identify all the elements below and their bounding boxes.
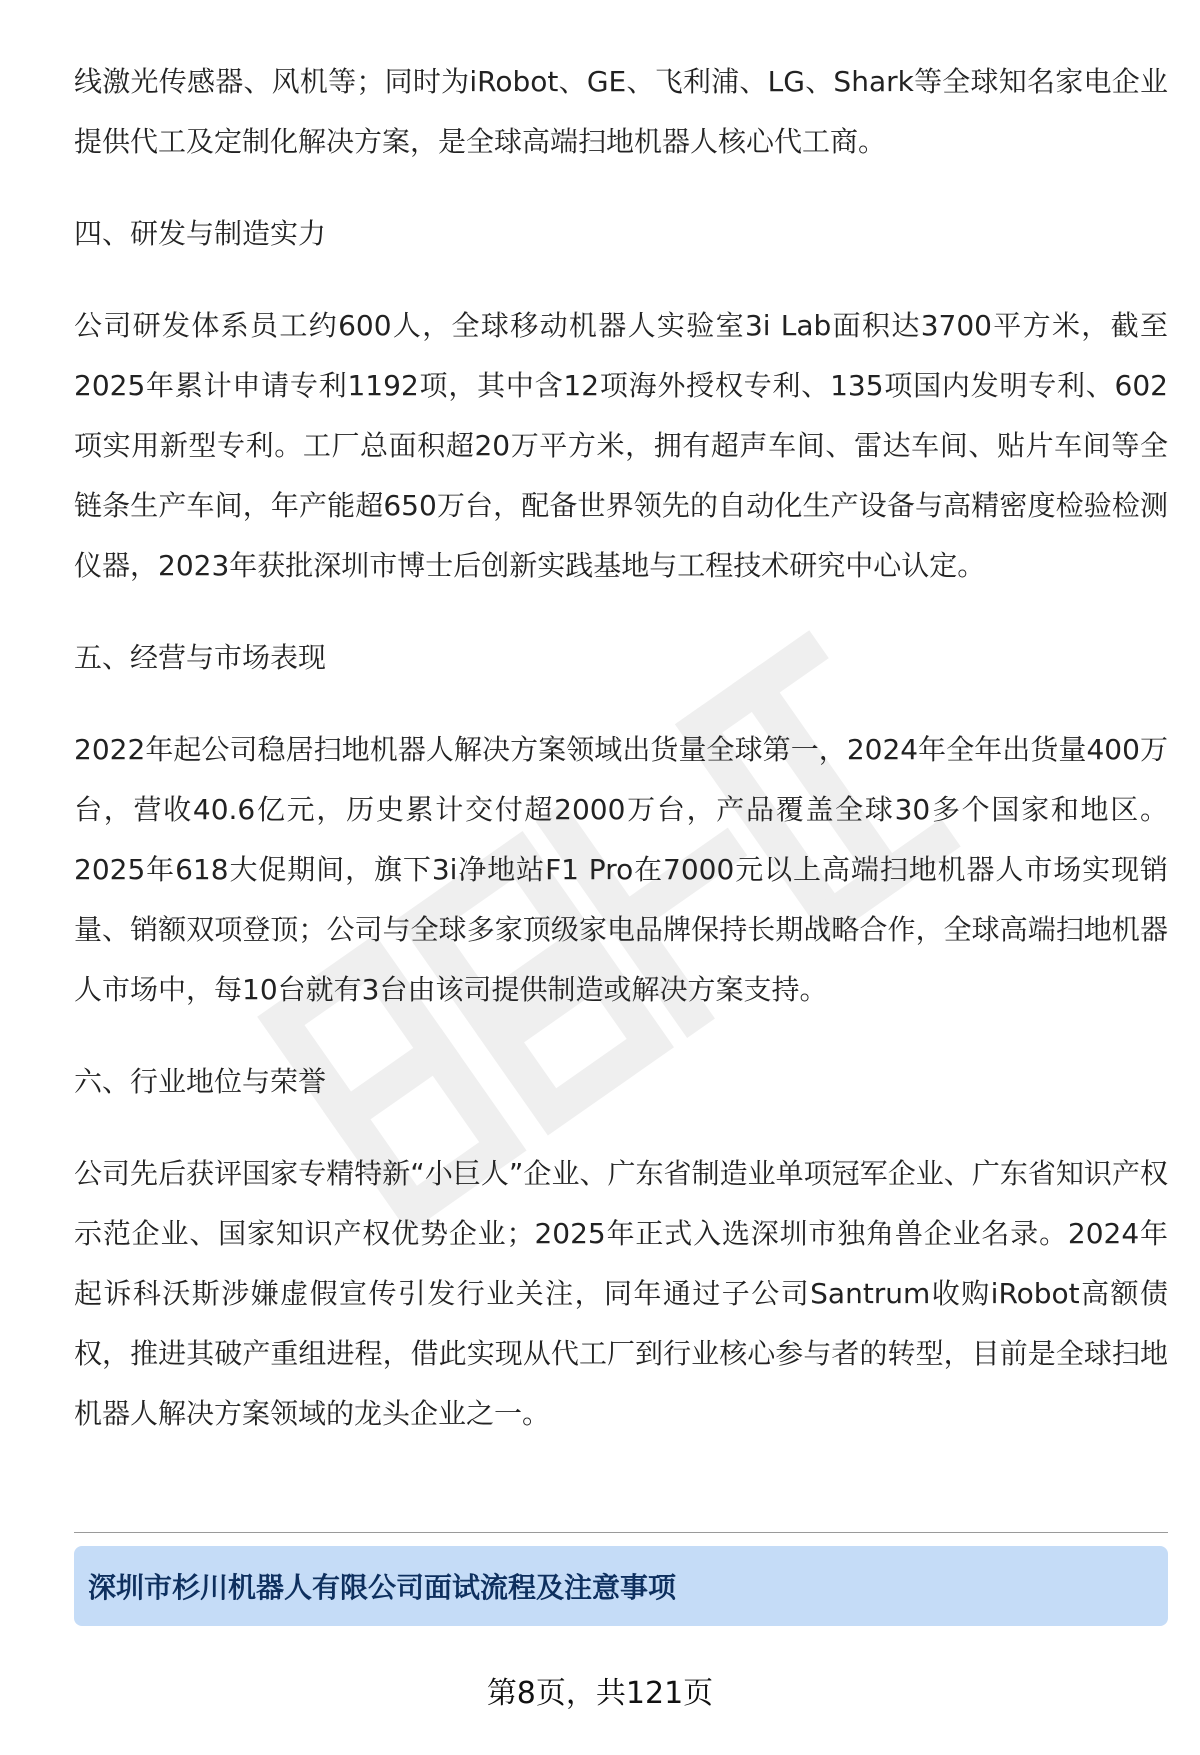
paragraph-rd: 公司研发体系员工约600人，全球移动机器人实验室3i Lab面积达3700平方米，截至2025年累计申请专利1192项，其中含12项海外授权专利、135项国内发明专利、602项实用新型专利。工厂总面积超20万平方米，拥有超声车间、雷达车间、贴片车间等全链条生产车间，年产能超650万台，配备世界领先的自动化生产设备与高精密度检验检测仪器，2023年获批深圳市博士后创新实践基地与工程技术研究中心认定。: [74, 309, 1168, 582]
page-number: 第8页，共121页: [486, 1676, 714, 1711]
section-heading-honors: 六、行业地位与荣誉: [74, 1065, 327, 1098]
section-divider: [74, 1532, 1168, 1533]
section-heading-market: 五、经营与市场表现: [74, 641, 327, 674]
banner-title: 深圳市杉川机器人有限公司面试流程及注意事项: [88, 1571, 677, 1604]
section-heading-rd: 四、研发与制造实力: [74, 217, 327, 250]
section-banner: [74, 1546, 1168, 1626]
document-body: [74, 52, 1168, 1444]
paragraph-honors: 公司先后获评国家专精特新“小巨人”企业、广东省制造业单项冠军企业、广东省知识产权示范企业、国家知识产权优势企业；2025年正式入选深圳市独角兽企业名录。2024年起诉科沃斯涉嫌虚假宣传引发行业关注，同年通过子公司Santrum收购iRobot高额债权，推进其破产重组进程，借此实现从代工厂到行业核心参与者的转型，目前是全球扫地机器人解决方案领域的龙头企业之一。: [74, 1157, 1168, 1430]
paragraph-market: 2022年起公司稳居扫地机器人解决方案领域出货量全球第一，2024年全年出货量400万台，营收40.6亿元，历史累计交付超2000万台，产品覆盖全球30多个国家和地区。2025年618大促期间，旗下3i净地站F1 Pro在7000元以上高端扫地机器人市场实现销量、销额双项登顶；公司与全球多家顶级家电品牌保持长期战略合作，全球高端扫地机器人市场中，每10台就有3台由该司提供制造或解决方案支持。: [74, 733, 1168, 1006]
paragraph-business-intro: 线激光传感器、风机等；同时为iRobot、GE、飞利浦、LG、Shark等全球知名家电企业提供代工及定制化解决方案，是全球高端扫地机器人核心代工商。: [74, 65, 1168, 158]
